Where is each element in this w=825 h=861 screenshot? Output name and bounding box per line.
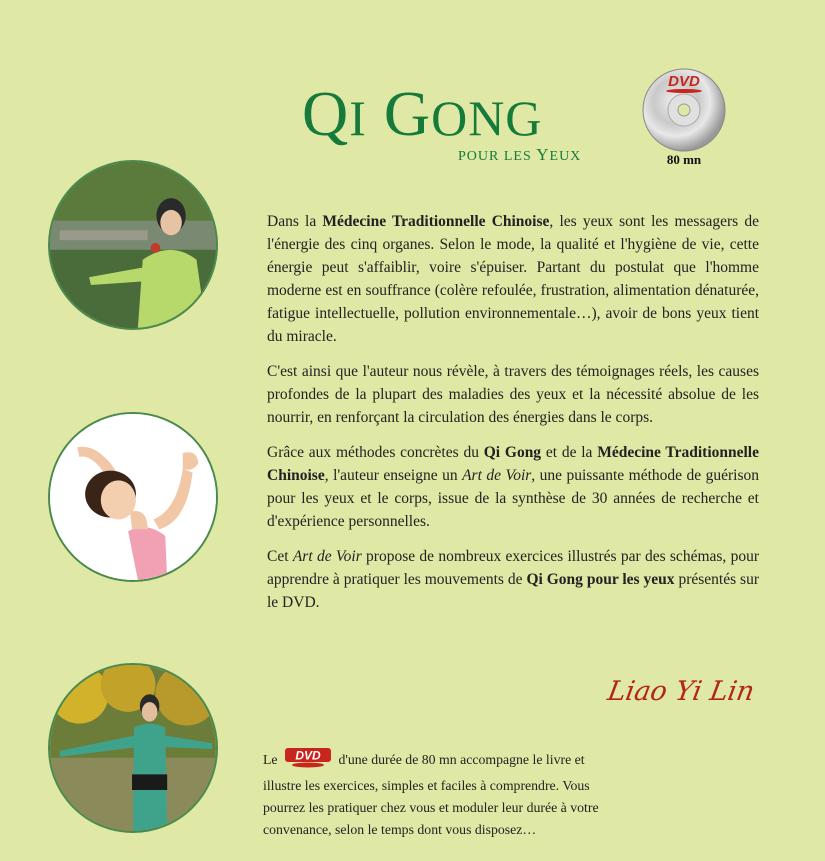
- paragraph-run: Cet: [267, 548, 293, 565]
- photo-woman-qi-gong: [48, 160, 218, 330]
- paragraph-run: Art de Voir: [292, 548, 362, 565]
- paragraph-run: et de la: [541, 444, 598, 461]
- book-title: QI GONG: [302, 78, 543, 149]
- paragraph: [267, 360, 759, 429]
- paragraph-run: Médecine Traditionnelle Chinoise: [267, 444, 759, 484]
- paragraph: [267, 210, 759, 348]
- paragraph-run: C'est ainsi que l'auteur nous révèle, à travers des témoignages réels, les causes profondes de la plupart des maladies des yeux et la nécessité absolue de les nourrir, en renforçant la circulation des énergies dans le corps.: [267, 363, 759, 426]
- dvd-note-text: d'une durée de 80 mn accompagne le livre et illustre les exercices, simples et faciles à comprendre. Vous pourrez les pratiquer chez vous et moduler leur durée à votre convenance, selon le temps dont vous disposez…: [263, 752, 599, 837]
- paragraph-run: Grâce aux méthodes concrètes du: [267, 444, 484, 461]
- author-signature: Liao Yi Lin: [605, 676, 757, 707]
- paragraph-run: Art de Voir: [462, 467, 532, 484]
- paragraph-run: , une puissante méthode de guérison pour les yeux et le corps, issue de la synthèse de 30 années de recherche et d'expérience personnelles.: [267, 467, 759, 530]
- photo-woman-garden: [48, 663, 218, 833]
- paragraph-run: propose de nombreux exercices illustrés par des schémas, pour apprendre à pratiquer les mouvements de: [267, 548, 760, 588]
- paragraph-run: , les yeux sont les messagers de l'énergie des cinq organes. Selon le mode, la qualité et l'hygiène de vie, cette énergie peut s'affaiblir, voire s'épuiser. Partant du postulat que l'homme moderne est en souffrance (colère refoulée, frustration, alimentation dénaturée, fatigue intellectuelle, pollution environnementale…), avoir de bons yeux tient du miracle.: [267, 213, 759, 345]
- dvd-logo-icon: [285, 748, 331, 775]
- dvd-disc-icon: [642, 68, 726, 152]
- dvd-note-prefix: Le: [263, 752, 278, 767]
- paragraph: [267, 441, 759, 533]
- photo-child-exercise: [48, 412, 218, 582]
- paragraph-run: Qi Gong pour les yeux: [526, 571, 675, 588]
- dvd-logo-text: DVD: [295, 748, 321, 763]
- dvd-logo: DVD: [662, 74, 706, 94]
- description-text: [267, 210, 759, 626]
- paragraph-run: , l'auteur enseigne un: [324, 467, 463, 484]
- paragraph-run: Qi Gong: [483, 444, 542, 461]
- dvd-note: [263, 748, 603, 841]
- paragraph: [267, 545, 759, 614]
- paragraph-run: présentés sur le DVD.: [267, 571, 759, 611]
- paragraph-run: Dans la: [267, 213, 323, 230]
- book-subtitle: POUR LES YEUX: [458, 145, 582, 164]
- paragraph-run: Médecine Traditionnelle Chinoise: [322, 213, 550, 230]
- dvd-duration: 80 mn: [666, 152, 702, 167]
